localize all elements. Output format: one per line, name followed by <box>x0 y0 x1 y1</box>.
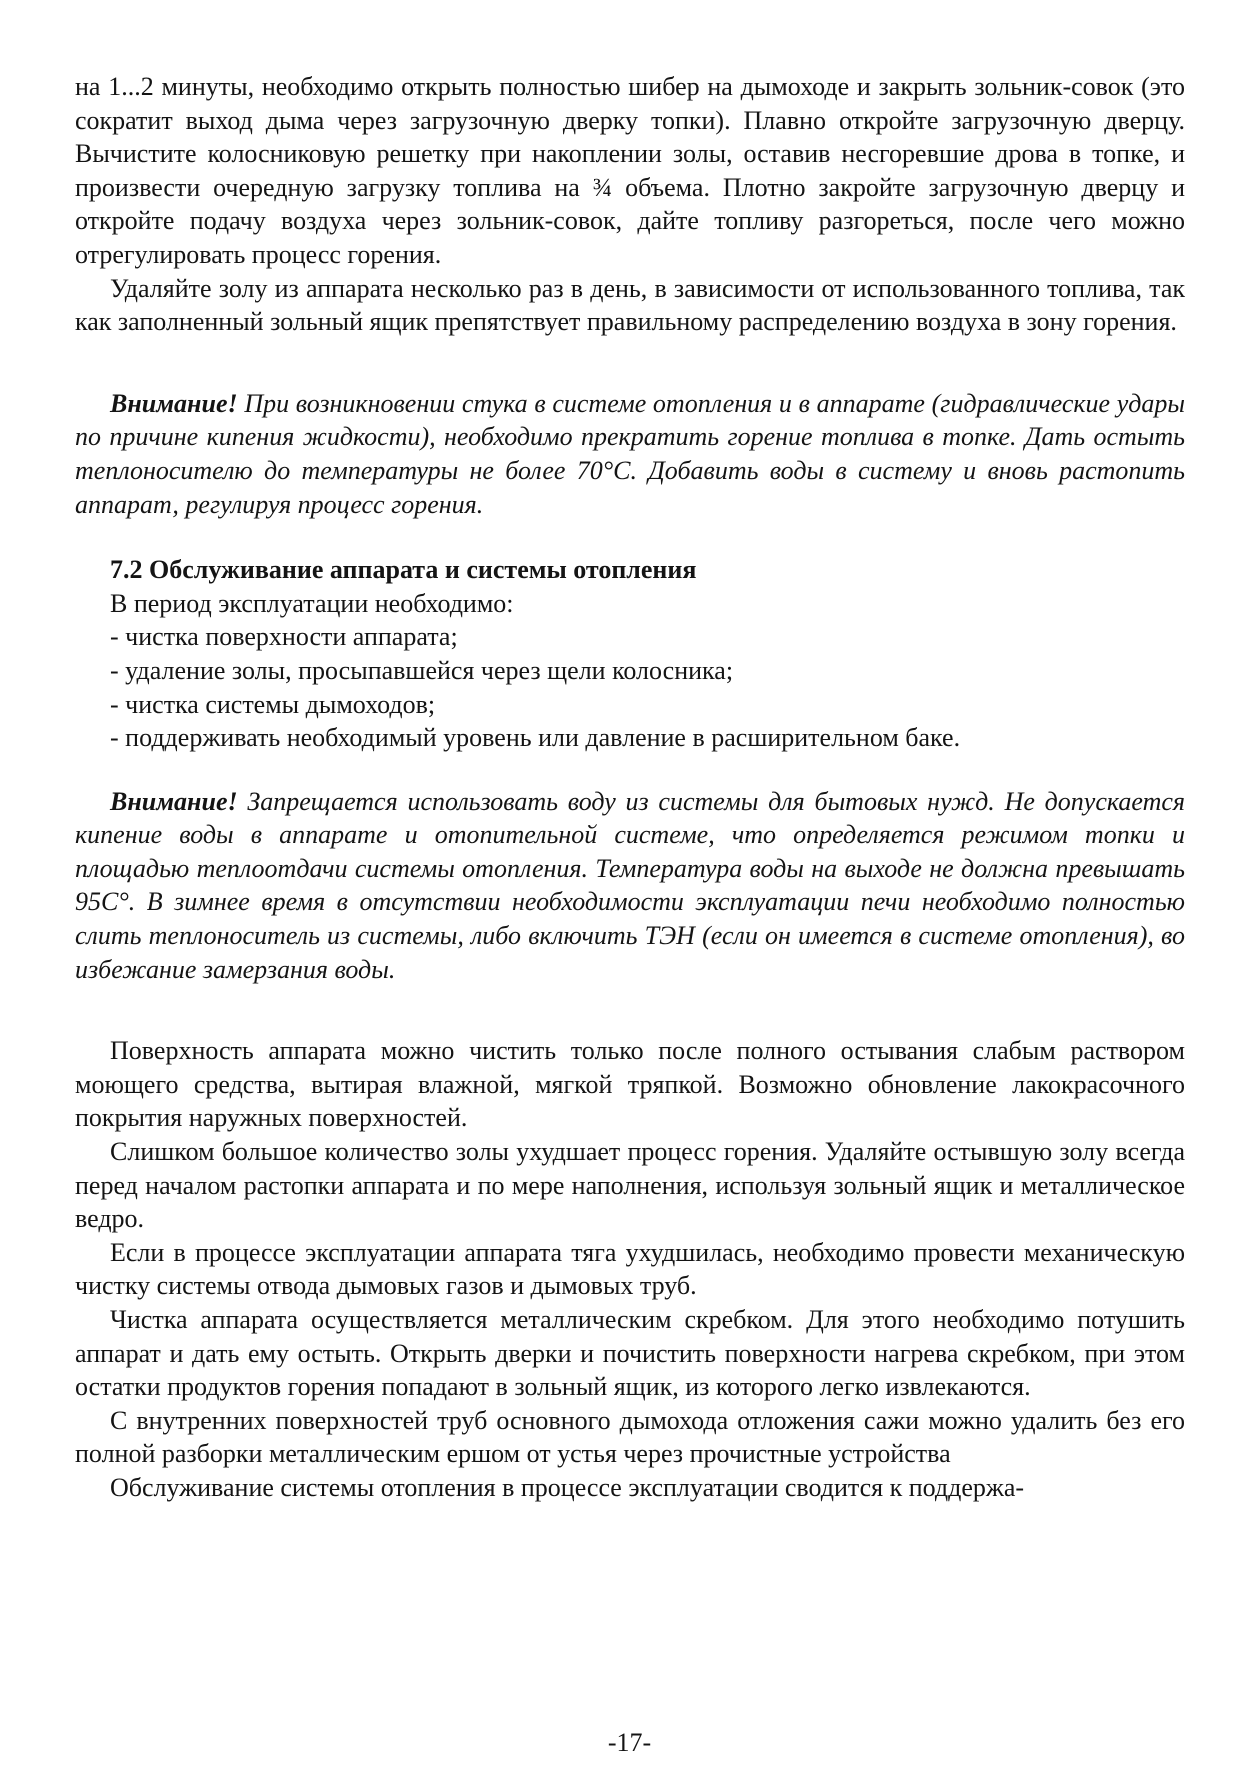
warning-label: Внимание! <box>110 786 238 816</box>
document-page <box>75 70 1185 1505</box>
maintenance-list <box>75 620 1185 754</box>
warning-block-1 <box>75 387 1185 521</box>
page-number: -17- <box>607 1728 652 1757</box>
paragraph-surface-cleaning: Поверхность аппарата можно чистить только после полного остывания слабым раствором моющего средства, вытирая влажной, мягкой тряпкой. Возможно обновление лакокрасочного покрытия наружных поверхностей. <box>75 1036 1185 1133</box>
warning-text: Запрещается использовать воду из системы для бытовых нужд. Не допускается кипение воды в аппарате и отопительной системе, что определяется режимом топки и площадью теплоотдачи системы отопления. Температура воды на выходе не должна превышать 95С°. В зимнее время в отсутствии необходимости эксплуатации печи необходимо полностью слить теплоноситель из системы, либо включить ТЭН (если он имеется в системе отопления), во избежание замерзания воды. <box>75 786 1185 984</box>
warning-block-2 <box>75 785 1185 987</box>
list-item: - чистка системы дымоходов; <box>110 689 436 719</box>
warning-text: При возникновении стука в системе отопления и в аппарате (гидравлические удары по причине кипения жидкости), необходимо прекратить горение топлива в топке. Дать остыть теплоносителю до температуры не более 70°С. Добавить воды в систему и вновь растопить аппарат, регулируя процесс горения. <box>75 388 1185 519</box>
section-heading: 7.2 Обслуживание аппарата и системы отопления <box>110 555 697 585</box>
paragraph-chimney-brush: С внутренних поверхностей труб основного дымохода отложения сажи можно удалить без его полной разборки металлическим ершом от устья через прочистные устройства <box>75 1405 1185 1469</box>
list-item: - поддерживать необходимый уровень или давление в расширительном баке. <box>110 723 961 753</box>
paragraph-scraper: Чистка аппарата осуществляется металлическим скребком. Для этого необходимо потушить аппарат и дать ему остыть. Открыть дверки и почистить поверхности нагрева скребком, при этом остатки продуктов горения попадают в зольный ящик, из которого легко извлекаются. <box>75 1305 1185 1402</box>
paragraph-heating-system: Обслуживание системы отопления в процессе эксплуатации сводится к поддержа- <box>110 1472 1025 1502</box>
list-item: - чистка поверхности аппарата; <box>110 622 458 652</box>
paragraph-ash-removal: Удаляйте золу из аппарата несколько раз в день, в зависимости от использованного топлива, так как заполненный зольный ящик препятствует правильному распределению воздуха в зону горения. <box>75 273 1185 337</box>
paragraph-continued: на 1...2 минуты, необходимо открыть полностью шибер на дымоходе и закрыть зольник-совок (это сократит выход дыма через загрузочную дверку топки). Плавно откройте загрузочную дверцу. Вычистите колосниковую решетку при накоплении золы, оставив несгоревшие дрова в топке, и произвести очередную загрузку топлива на ¾ объема. Плотно закройте загрузочную дверцу и откройте подачу воздуха через зольник-совок, дайте топливу разгореться, после чего можно отрегулировать процесс горения. <box>75 72 1185 269</box>
paragraph-ash-amount: Слишком большое количество золы ухудшает процесс горения. Удаляйте остывшую золу всегда перед началом растопки аппарата и по мере наполнения, используя зольный ящик и металлическое ведро. <box>75 1137 1185 1234</box>
paragraph-draft: Если в процессе эксплуатации аппарата тяга ухудшилась, необходимо провести механическую чистку системы отвода дымовых газов и дымовых труб. <box>75 1237 1185 1301</box>
list-item: - удаление золы, просыпавшейся через щели колосника; <box>110 655 734 685</box>
warning-label: Внимание! <box>110 388 238 418</box>
section-intro: В период эксплуатации необходимо: <box>110 588 514 618</box>
